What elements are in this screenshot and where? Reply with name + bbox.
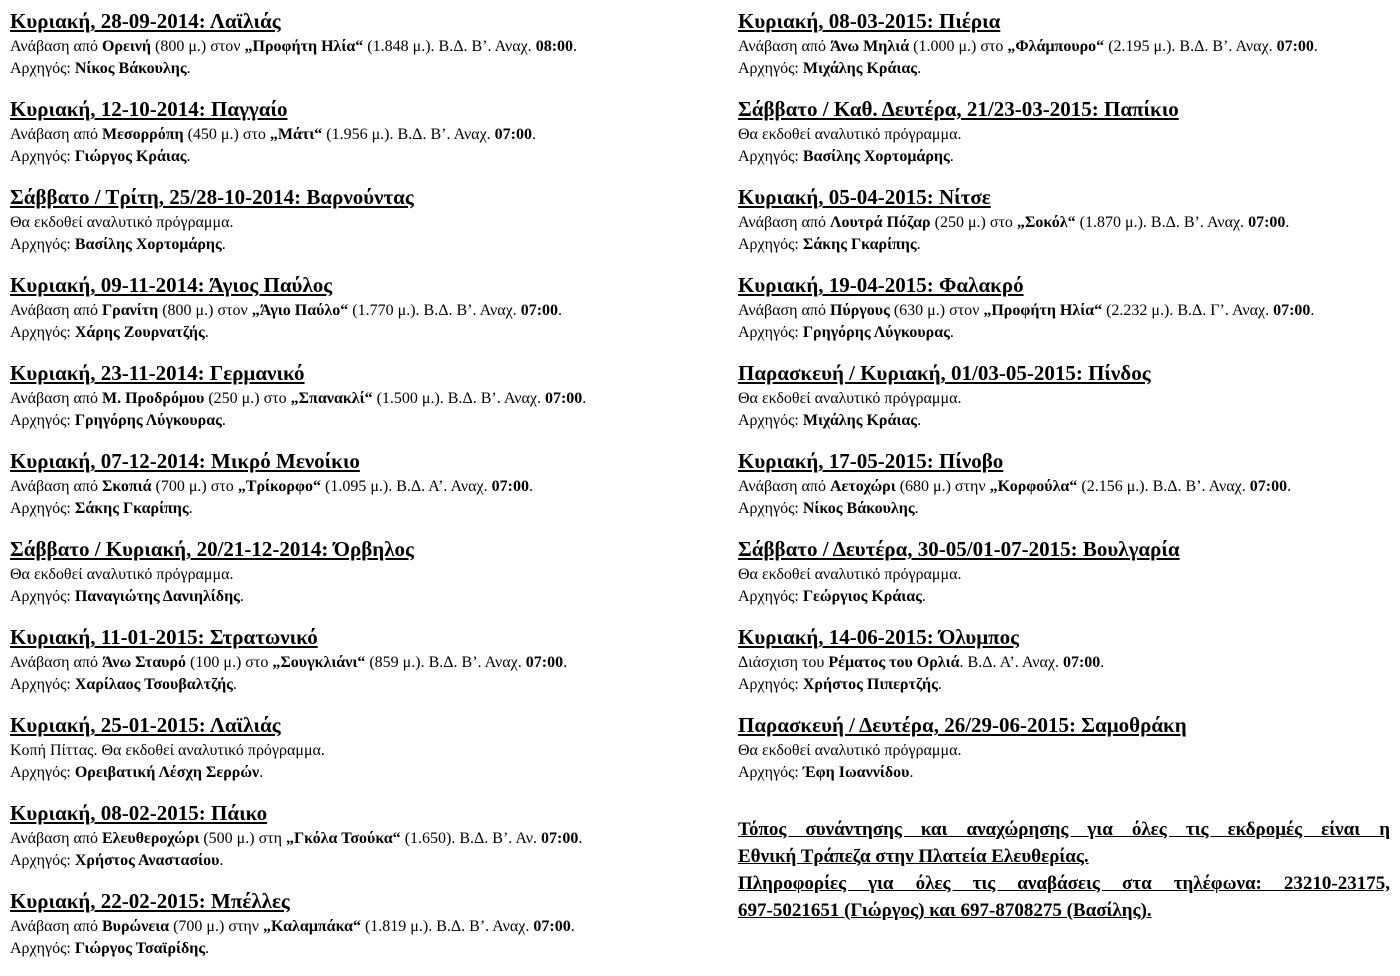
excursion-line bbox=[10, 564, 662, 586]
entry-text: Ανάβαση από bbox=[738, 38, 830, 55]
excursion-line bbox=[10, 850, 662, 872]
excursion-line bbox=[10, 212, 662, 234]
excursion-line bbox=[10, 938, 662, 960]
entry-text: Αρχηγός: bbox=[738, 148, 803, 165]
entry-emphasis-text: 07:00 bbox=[533, 918, 571, 935]
entry-text: Θα εκδοθεί αναλυτικό πρόγραμμα. bbox=[10, 566, 234, 583]
entry-emphasis-text: Ρέματος του Ορλιά bbox=[828, 654, 960, 671]
entry-emphasis-text: „Σπανακλί“ bbox=[290, 390, 373, 407]
excursion-heading: Κυριακή, 12-10-2014: Παγγαίο bbox=[10, 97, 288, 121]
excursion-line bbox=[738, 300, 1390, 322]
excursion-line bbox=[10, 36, 662, 58]
entry-text: . bbox=[578, 830, 583, 847]
entry-text: Θα εκδοθεί αναλυτικό πρόγραμμα. bbox=[738, 566, 962, 583]
entry-text: (1.500 μ.). Β.Δ. Β’. Αναχ. bbox=[372, 390, 545, 407]
entry-emphasis-text: Σκοπιά bbox=[101, 478, 152, 495]
entry-text: . bbox=[221, 236, 226, 253]
entry-text: (630 μ.) στον bbox=[889, 302, 984, 319]
entry-emphasis-text: 07:00 bbox=[541, 830, 579, 847]
entry-text: . bbox=[186, 148, 191, 165]
entry-text: (2.232 μ.). Β.Δ. Γ’. Αναχ. bbox=[1102, 302, 1274, 319]
entry-text: Θα εκδοθεί αναλυτικό πρόγραμμα. bbox=[10, 214, 234, 231]
entry-text: . bbox=[1285, 214, 1290, 231]
entry-emphasis-text: Μεσορρόπη bbox=[101, 126, 184, 143]
entry-text: . bbox=[937, 676, 942, 693]
entry-text: Αρχηγός: bbox=[738, 588, 803, 605]
entry-text: (700 μ.) στην bbox=[169, 918, 263, 935]
entry-emphasis-text: Ορεινή bbox=[101, 38, 152, 55]
excursion-heading: Κυριακή, 08-03-2015: Πιέρια bbox=[738, 9, 1001, 33]
entry-emphasis-text: „Καλαμπάκα“ bbox=[262, 918, 361, 935]
excursion-entry bbox=[10, 184, 662, 256]
entry-emphasis-text: 07:00 bbox=[491, 478, 529, 495]
entry-emphasis-text: „Προφήτη Ηλία“ bbox=[983, 302, 1103, 319]
excursion-entry bbox=[738, 96, 1390, 168]
excursion-heading: Κυριακή, 25-01-2015: Λαϊλιάς bbox=[10, 713, 281, 737]
entry-emphasis-text: „Σουγκλιάνι“ bbox=[272, 654, 366, 671]
entry-text: (2.156 μ.). Β.Δ. Β’. Αναχ. bbox=[1077, 478, 1250, 495]
excursion-heading: Κυριακή, 17-05-2015: Πίνοβο bbox=[738, 449, 1004, 473]
entry-text: Αρχηγός: bbox=[10, 940, 75, 957]
entry-text: Αρχηγός: bbox=[738, 60, 803, 77]
entry-text: Αρχηγός: bbox=[10, 588, 75, 605]
entry-emphasis-text: Ελευθεροχώρι bbox=[101, 830, 200, 847]
excursion-line bbox=[10, 58, 662, 80]
excursion-heading: Κυριακή, 11-01-2015: Στρατωνικό bbox=[10, 625, 318, 649]
excursion-line bbox=[738, 146, 1390, 168]
excursion-line bbox=[738, 212, 1390, 234]
entry-text: . bbox=[1287, 478, 1292, 495]
excursion-heading: Κυριακή, 22-02-2015: Μπέλλες bbox=[10, 889, 290, 913]
excursion-line bbox=[738, 586, 1390, 608]
entry-text: (1.650). Β.Δ. Β’. Αν. bbox=[400, 830, 542, 847]
entry-emphasis-text: Γιώργος Τσαϊρίδης bbox=[74, 940, 206, 957]
entry-text: . Β.Δ. Α’. Αναχ. bbox=[959, 654, 1063, 671]
excursion-line bbox=[738, 674, 1390, 696]
entry-text: Ανάβαση από bbox=[10, 302, 102, 319]
entry-emphasis-text: 07:00 bbox=[520, 302, 559, 319]
excursion-line bbox=[10, 234, 662, 256]
entry-emphasis-text: Νίκος Βάκουλης bbox=[802, 500, 915, 517]
entry-emphasis-text: Βυρώνεια bbox=[101, 918, 170, 935]
entry-text: Αρχηγός: bbox=[738, 236, 803, 253]
excursion-line bbox=[10, 300, 662, 322]
entry-text: . bbox=[949, 324, 954, 341]
excursion-heading: Σάββατο / Τρίτη, 25/28-10-2014: Βαρνούντας bbox=[10, 185, 414, 209]
entry-emphasis-text: Γεώργιος Κράιας bbox=[802, 588, 922, 605]
excursion-line bbox=[10, 674, 662, 696]
excursion-entry bbox=[10, 8, 662, 80]
footer-paragraph-line: Εθνική Τράπεζα στην Πλατεία Ελευθερίας. bbox=[738, 846, 1089, 867]
footer-note bbox=[738, 816, 1390, 924]
entry-text: (859 μ.). Β.Δ. Β’. Αναχ. bbox=[365, 654, 526, 671]
entry-text: . bbox=[558, 302, 563, 319]
excursion-heading: Σάββατο / Κυριακή, 20/21-12-2014: Όρβηλος bbox=[10, 537, 414, 561]
entry-emphasis-text: Μιχάλης Κράιας bbox=[802, 60, 918, 77]
excursion-line bbox=[10, 498, 662, 520]
entry-emphasis-text: Νίκος Βάκουλης bbox=[74, 60, 187, 77]
entry-emphasis-text: Γρανίτη bbox=[101, 302, 159, 319]
column-left bbox=[10, 8, 662, 976]
entry-emphasis-text: Άνω Σταυρό bbox=[101, 654, 187, 671]
entry-text: Ανάβαση από bbox=[10, 918, 102, 935]
entry-text: . bbox=[573, 38, 578, 55]
excursion-heading: Κυριακή, 28-09-2014: Λαϊλιάς bbox=[10, 9, 281, 33]
excursion-heading: Παρασκευή / Δευτέρα, 26/29-06-2015: Σαμοθράκη bbox=[738, 713, 1187, 737]
entry-text: . bbox=[916, 236, 921, 253]
excursion-entry bbox=[10, 536, 662, 608]
excursion-entry bbox=[738, 712, 1390, 784]
entry-emphasis-text: „Μάτι“ bbox=[269, 126, 323, 143]
entry-emphasis-text: „Τρίκορφο“ bbox=[237, 478, 321, 495]
entry-text: Ανάβαση από bbox=[10, 654, 102, 671]
excursion-line bbox=[738, 410, 1390, 432]
entry-emphasis-text: „Φλάμπουρο“ bbox=[1007, 38, 1105, 55]
entry-text: Κοπή Πίττας. Θα εκδοθεί αναλυτικό πρόγραμμα. bbox=[10, 742, 325, 759]
entry-text: . bbox=[232, 676, 237, 693]
entry-text: . bbox=[219, 852, 224, 869]
entry-text: Αρχηγός: bbox=[10, 676, 75, 693]
footer-paragraph-line: 697-5021651 (Γιώργος) και 697-8708275 (Βασίλης). bbox=[738, 900, 1152, 921]
entry-text: Αρχηγός: bbox=[738, 500, 803, 517]
entry-text: (250 μ.) στο bbox=[930, 214, 1017, 231]
excursion-line bbox=[738, 652, 1390, 674]
excursion-line bbox=[10, 124, 662, 146]
excursion-entry bbox=[10, 272, 662, 344]
entry-text: Αρχηγός: bbox=[10, 60, 75, 77]
entry-emphasis-text: Χάρης Ζουρνατζής bbox=[74, 324, 205, 341]
entry-text: Αρχηγός: bbox=[10, 324, 75, 341]
excursion-heading: Παρασκευή / Κυριακή, 01/03-05-2015: Πίνδος bbox=[738, 361, 1151, 385]
excursion-heading: Κυριακή, 08-02-2015: Πάικο bbox=[10, 801, 268, 825]
entry-text: . bbox=[921, 588, 926, 605]
excursion-entry bbox=[738, 360, 1390, 432]
entry-emphasis-text: 07:00 bbox=[1248, 214, 1286, 231]
excursion-heading: Κυριακή, 19-04-2015: Φαλακρό bbox=[738, 273, 1024, 297]
entry-text: (1.000 μ.) στο bbox=[909, 38, 1008, 55]
entry-text: Αρχηγός: bbox=[738, 324, 803, 341]
entry-text: Αρχηγός: bbox=[10, 500, 75, 517]
excursion-line bbox=[10, 916, 662, 938]
excursion-line bbox=[10, 146, 662, 168]
entry-emphasis-text: 08:00 bbox=[535, 38, 574, 55]
entry-emphasis-text: 07:00 bbox=[525, 654, 564, 671]
entry-text: (500 μ.) στη bbox=[199, 830, 286, 847]
entry-text: Θα εκδοθεί αναλυτικό πρόγραμμα. bbox=[738, 390, 962, 407]
entry-text: Ανάβαση από bbox=[10, 38, 102, 55]
entry-emphasis-text: 07:00 bbox=[1276, 38, 1314, 55]
entry-text: Διάσχιση του bbox=[738, 654, 829, 671]
entry-emphasis-text: Γρηγόρης Λύγκουρας bbox=[74, 412, 222, 429]
entry-emphasis-text: Πύργους bbox=[829, 302, 890, 319]
entry-text: Ανάβαση από bbox=[738, 302, 830, 319]
entry-text: . bbox=[259, 764, 264, 781]
entry-text: . bbox=[917, 412, 922, 429]
entry-emphasis-text: Άνω Μηλιά bbox=[829, 38, 910, 55]
entry-text: (450 μ.) στο bbox=[183, 126, 270, 143]
excursion-heading: Κυριακή, 05-04-2015: Νίτσε bbox=[738, 185, 991, 209]
entry-text: . bbox=[914, 500, 919, 517]
entry-emphasis-text: Βασίλης Χορτομάρης bbox=[74, 236, 222, 253]
entry-text: . bbox=[239, 588, 244, 605]
footer-paragraph-line: Τόπος συνάντησης και αναχώρησης για όλες τις εκδρομές είναι η bbox=[738, 819, 1390, 840]
entry-text: Ανάβαση από bbox=[738, 214, 830, 231]
entry-text: (1.819 μ.). Β.Δ. Β’. Αναχ. bbox=[360, 918, 534, 935]
entry-emphasis-text: Αετοχώρι bbox=[829, 478, 896, 495]
entry-text: (2.195 μ.). Β.Δ. Β’. Αναχ. bbox=[1104, 38, 1277, 55]
entry-emphasis-text: „Γκόλα Τσούκα“ bbox=[286, 830, 401, 847]
entry-emphasis-text: Σάκης Γκαρίπης bbox=[802, 236, 917, 253]
entry-emphasis-text: Χαρίλαος Τσουβαλτζής bbox=[74, 676, 233, 693]
excursion-line bbox=[10, 652, 662, 674]
entry-text: . bbox=[528, 478, 533, 495]
excursion-line bbox=[738, 762, 1390, 784]
excursion-line bbox=[10, 476, 662, 498]
entry-emphasis-text: Χρήστος Αναστασίου bbox=[74, 852, 220, 869]
entry-text: (1.870 μ.). Β.Δ. Β’. Αναχ. bbox=[1075, 214, 1249, 231]
excursion-line bbox=[738, 564, 1390, 586]
entry-text: . bbox=[917, 60, 922, 77]
entry-text: . bbox=[570, 918, 575, 935]
excursion-line bbox=[10, 410, 662, 432]
entry-emphasis-text: Γρηγόρης Λύγκουρας bbox=[802, 324, 950, 341]
entry-text: Αρχηγός: bbox=[738, 764, 803, 781]
entry-emphasis-text: 07:00 bbox=[1273, 302, 1311, 319]
excursion-line bbox=[738, 58, 1390, 80]
excursion-line bbox=[738, 740, 1390, 762]
entry-text: . bbox=[582, 390, 587, 407]
entry-text: (100 μ.) στο bbox=[186, 654, 273, 671]
excursion-heading: Κυριακή, 09-11-2014: Άγιος Παύλος bbox=[10, 273, 333, 297]
excursion-entry bbox=[738, 8, 1390, 80]
excursion-heading: Κυριακή, 14-06-2015: Όλυμπος bbox=[738, 625, 1020, 649]
entry-text: (800 μ.) στον bbox=[158, 302, 252, 319]
entry-text: . bbox=[221, 412, 226, 429]
footer-paragraph-line: Πληροφορίες για όλες τις αναβάσεις στα τηλέφωνα: 23210-23175, bbox=[738, 873, 1390, 894]
entry-emphasis-text: „Προφήτη Ηλία“ bbox=[244, 38, 364, 55]
entry-text: Αρχηγός: bbox=[10, 764, 75, 781]
excursion-entry bbox=[738, 272, 1390, 344]
entry-emphasis-text: 07:00 bbox=[1062, 654, 1101, 671]
entry-emphasis-text: „Κορφούλα“ bbox=[989, 478, 1078, 495]
entry-text: . bbox=[1313, 38, 1318, 55]
entry-emphasis-text: Βασίλης Χορτομάρης bbox=[802, 148, 950, 165]
excursion-line bbox=[738, 124, 1390, 146]
excursion-entry bbox=[10, 800, 662, 872]
entry-text: Θα εκδοθεί αναλυτικό πρόγραμμα. bbox=[738, 742, 962, 759]
excursion-line bbox=[738, 322, 1390, 344]
entry-text: . bbox=[1100, 654, 1105, 671]
excursion-line bbox=[738, 388, 1390, 410]
excursion-heading: Σάββατο / Καθ. Δευτέρα, 21/23-03-2015: Παπίκιο bbox=[738, 97, 1179, 121]
entry-text: Ανάβαση από bbox=[10, 390, 102, 407]
entry-text: . bbox=[205, 940, 210, 957]
entry-emphasis-text: 07:00 bbox=[544, 390, 583, 407]
entry-emphasis-text: Σάκης Γκαρίπης bbox=[74, 500, 189, 517]
entry-text: (1.770 μ.). Β.Δ. Β’. Αναχ. bbox=[348, 302, 521, 319]
entry-text: . bbox=[188, 500, 193, 517]
excursion-entry bbox=[10, 888, 662, 960]
excursion-heading: Σάββατο / Δευτέρα, 30-05/01-07-2015: Βουλγαρία bbox=[738, 537, 1180, 561]
entry-text: (680 μ.) στην bbox=[895, 478, 990, 495]
entry-text: . bbox=[186, 60, 191, 77]
entry-text: Ανάβαση από bbox=[10, 830, 102, 847]
excursion-entry bbox=[10, 624, 662, 696]
entry-text: . bbox=[204, 324, 209, 341]
excursion-entry bbox=[10, 96, 662, 168]
excursion-entry bbox=[10, 448, 662, 520]
excursion-entry bbox=[10, 712, 662, 784]
entry-text: (700 μ.) στο bbox=[151, 478, 238, 495]
excursion-entry bbox=[738, 448, 1390, 520]
entry-text: (250 μ.) στο bbox=[204, 390, 291, 407]
entry-text: . bbox=[532, 126, 536, 143]
excursion-line bbox=[10, 828, 662, 850]
entry-text: Αρχηγός: bbox=[10, 852, 75, 869]
entry-text: (800 μ.) στον bbox=[151, 38, 245, 55]
entry-emphasis-text: Παναγιώτης Δανιηλίδης bbox=[74, 588, 240, 605]
excursion-line bbox=[738, 234, 1390, 256]
excursion-entry bbox=[738, 624, 1390, 696]
excursion-line bbox=[10, 762, 662, 784]
entry-text: Ανάβαση από bbox=[10, 478, 102, 495]
excursion-line bbox=[10, 322, 662, 344]
excursion-heading: Κυριακή, 23-11-2014: Γερμανικό bbox=[10, 361, 305, 385]
excursion-line bbox=[10, 388, 662, 410]
entry-text: . bbox=[909, 764, 914, 781]
entry-emphasis-text: 07:00 bbox=[494, 126, 532, 143]
excursion-heading: Κυριακή, 07-12-2014: Μικρό Μενοίκιο bbox=[10, 449, 360, 473]
entry-emphasis-text: Μιχάλης Κράιας bbox=[802, 412, 918, 429]
entry-emphasis-text: „Σοκόλ“ bbox=[1016, 214, 1076, 231]
entry-text: . bbox=[949, 148, 954, 165]
entry-text: Αρχηγός: bbox=[10, 148, 75, 165]
excursion-entry bbox=[738, 184, 1390, 256]
entry-emphasis-text: Χρήστος Πιπερτζής bbox=[802, 676, 938, 693]
entry-emphasis-text: „Άγιο Παύλο“ bbox=[251, 302, 349, 319]
entry-text: Αρχηγός: bbox=[738, 676, 803, 693]
entry-emphasis-text: Λουτρά Πόζαρ bbox=[829, 214, 931, 231]
entry-text: (1.848 μ.). Β.Δ. Β’. Αναχ. bbox=[363, 38, 536, 55]
excursion-line bbox=[738, 36, 1390, 58]
entry-text: Αρχηγός: bbox=[10, 236, 75, 253]
entry-emphasis-text: Γιώργος Κράιας bbox=[74, 148, 187, 165]
entry-text: Αρχηγός: bbox=[10, 412, 75, 429]
entry-emphasis-text: Μ. Προδρόμου bbox=[101, 390, 205, 407]
entry-text: Θα εκδοθεί αναλυτικό πρόγραμμα. bbox=[738, 126, 962, 143]
excursion-line bbox=[10, 586, 662, 608]
column-right bbox=[738, 8, 1390, 976]
entry-text: (1.956 μ.). Β.Δ. Β’. Αναχ. bbox=[322, 126, 495, 143]
excursion-line bbox=[10, 740, 662, 762]
excursion-line bbox=[738, 476, 1390, 498]
entry-text: Ανάβαση από bbox=[738, 478, 830, 495]
excursion-line bbox=[738, 498, 1390, 520]
entry-emphasis-text: Ορειβατική Λέσχη Σερρών bbox=[74, 764, 260, 781]
excursion-entry bbox=[738, 536, 1390, 608]
entry-text: (1.095 μ.). Β.Δ. Α’. Αναχ. bbox=[320, 478, 492, 495]
entry-text: Αρχηγός: bbox=[738, 412, 803, 429]
entry-text: Ανάβαση από bbox=[10, 126, 102, 143]
entry-text: . bbox=[1310, 302, 1315, 319]
entry-text: . bbox=[563, 654, 568, 671]
entry-emphasis-text: 07:00 bbox=[1249, 478, 1288, 495]
entry-emphasis-text: Έφη Ιωαννίδου bbox=[802, 764, 910, 781]
excursion-entry bbox=[10, 360, 662, 432]
